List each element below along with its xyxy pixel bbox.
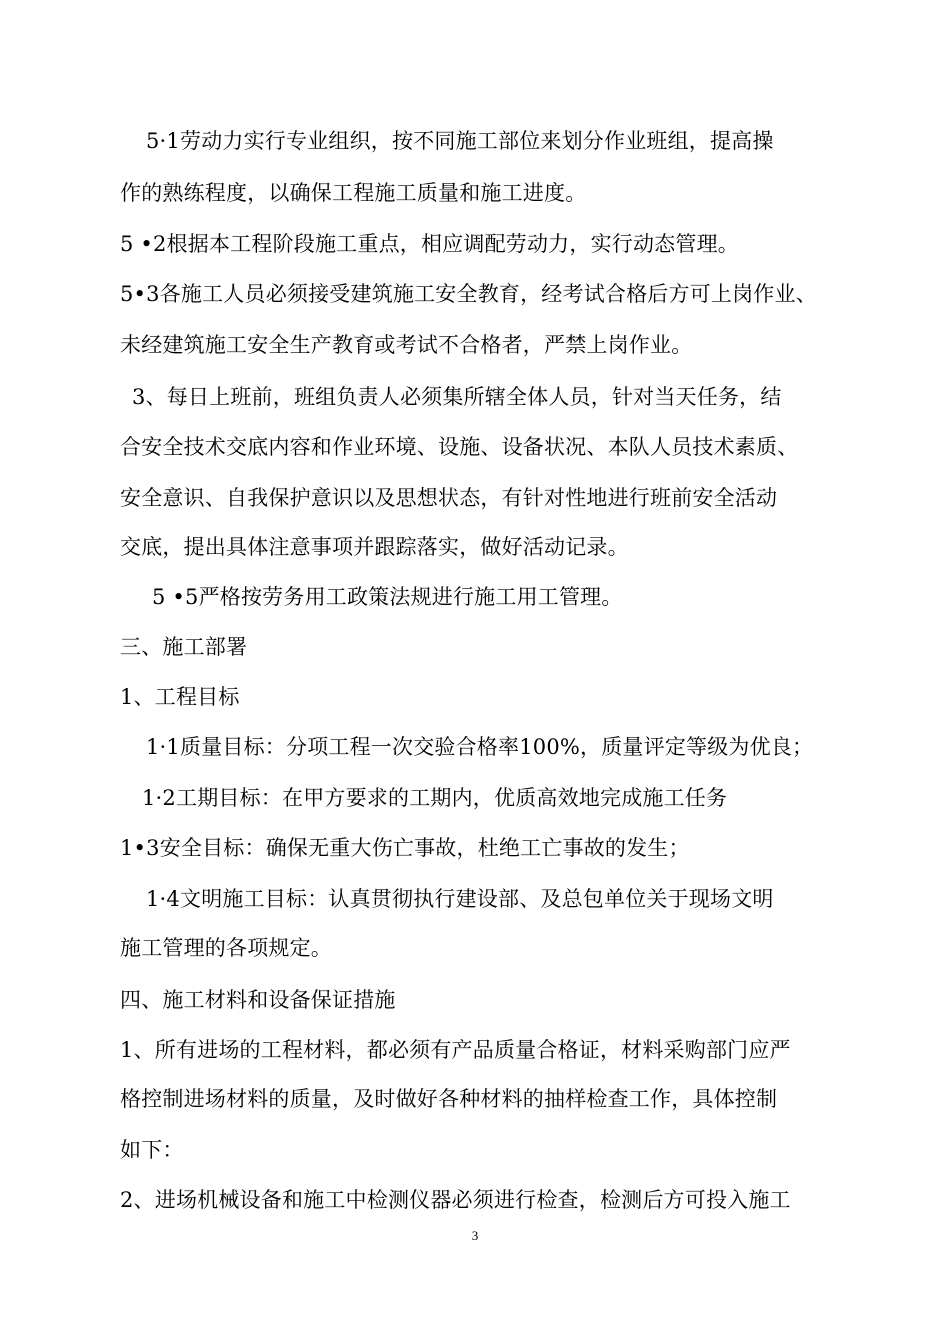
text-line-9: 交底，提出具体注意事项并跟踪落实，做好活动记录。: [120, 535, 629, 559]
text-line-19: 1、所有进场的工程材料，都必须有产品质量合格证，材料采购部门应严: [120, 1038, 791, 1062]
section-heading-3: 三、施工部署: [120, 635, 248, 659]
text-line-22: 2、进场机械设备和施工中检测仪器必须进行检查，检测后方可投入施工: [120, 1188, 791, 1212]
text-line-17: 施工管理的各项规定。: [120, 936, 332, 960]
text-line-6: 3、每日上班前，班组负责人必须集所辖全体人员，针对当天任务，结: [132, 385, 782, 409]
subsection-heading-1: 1、工程目标: [120, 685, 240, 709]
text-line-7: 合安全技术交底内容和作业环境、设施、设备状况、本队人员技术素质、: [120, 435, 799, 459]
section-heading-4: 四、施工材料和设备保证措施: [120, 988, 396, 1012]
text-line-10: 5 •5严格按劳务用工政策法规进行施工用工管理。: [152, 585, 623, 609]
text-line-21: 如下：: [120, 1138, 184, 1162]
text-line-13: 1·1质量目标：分项工程一次交验合格率100%，质量评定等级为优良；: [146, 735, 814, 759]
page-number: 3: [471, 1228, 479, 1243]
text-line-2: 作的熟练程度，以确保工程施工质量和施工进度。: [120, 181, 587, 205]
text-line-5: 未经建筑施工安全生产教育或考试不合格者，严禁上岗作业。: [120, 333, 693, 357]
text-line-20: 格控制进场材料的质量，及时做好各种材料的抽样检查工作，具体控制: [120, 1087, 778, 1111]
text-line-3: 5 •2根据本工程阶段施工重点，相应调配劳动力，实行动态管理。: [120, 232, 739, 256]
text-line-15: 1•3安全目标：确保无重大伤亡事故，杜绝工亡事故的发生；: [120, 836, 690, 860]
text-line-8: 安全意识、自我保护意识以及思想状态，有针对性地进行班前安全活动: [120, 486, 778, 510]
text-line-14: 1·2工期目标：在甲方要求的工期内，优质高效地完成施工任务: [142, 786, 728, 810]
text-line-4: 5•3各施工人员必须接受建筑施工安全教育，经考试合格后方可上岗作业、: [120, 282, 817, 306]
text-line-16: 1·4文明施工目标：认真贯彻执行建设部、及总包单位关于现场文明: [146, 887, 774, 911]
text-line-1: 5·1劳动力实行专业组织，按不同施工部位来划分作业班组，提高操: [146, 129, 774, 153]
